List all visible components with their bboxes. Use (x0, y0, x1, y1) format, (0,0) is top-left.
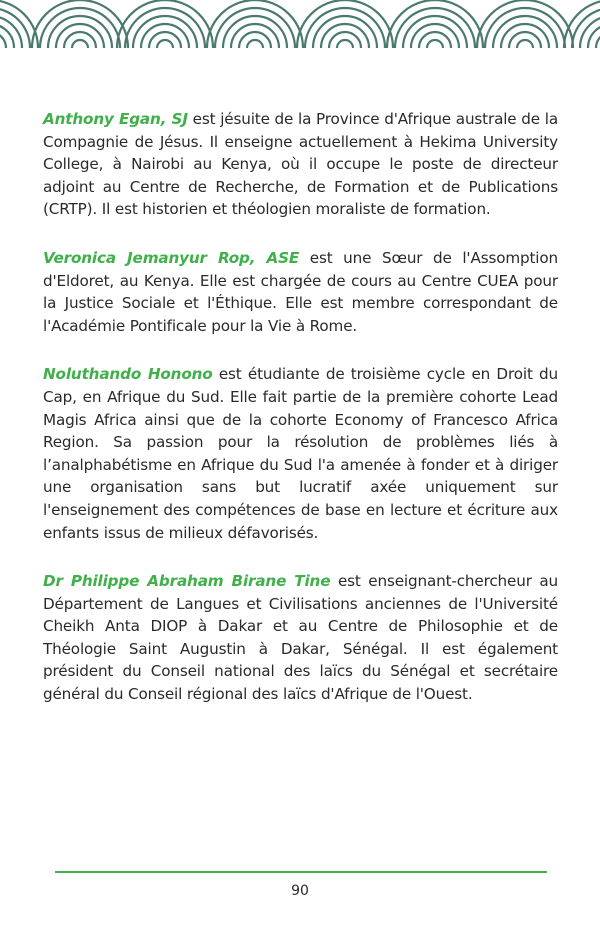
bio-name: Dr Philippe Abraham Birane Tine (43, 572, 331, 591)
bio-paragraph-egan (43, 108, 558, 221)
bio-name: Anthony Egan, SJ (43, 110, 188, 128)
arc-motif-2 (32, 0, 128, 50)
bio-name: Veronica Jemanyur Rop, ASE (43, 248, 300, 267)
arc-motif-7 (477, 0, 573, 50)
bio-text: est étudiante de troisième cycle en Droit du Cap, en Afrique du Sud. Elle fait partie de la première cohorte Lead Magis Africa ainsi que de la cohorte Economy of Francesco Africa Region. Sa passion pour la résolution de problèmes liés à l’analphabétisme en Afrique du Sud l'a amenée à fonder et à diriger une organisation sans but lucratif axée uniquement sur l'enseignement des compétences de base en lecture et écriture aux enfants issus de milieux défavorisés. (43, 365, 558, 542)
bio-list (43, 108, 558, 732)
footer-divider (55, 871, 547, 873)
arc-motif-4 (207, 0, 303, 50)
arc-motif-3 (117, 0, 213, 50)
bio-paragraph-honono (43, 363, 558, 544)
arc-motif-5 (297, 0, 393, 50)
bio-text: est enseignant-chercheur au Département de Langues et Civilisations anciennes de l'Université Cheikh Anta DIOP à Dakar et au Centre de Philosophie et de Théologie Saint Augustin à Dakar, Sénégal. Il est également président du Conseil national des laïcs du Sénégal et secrétaire général du Conseil régional des laïcs d'Afrique de l'Ouest. (43, 572, 558, 704)
bio-text: est une Sœur de l'Assomption d'Eldoret, au Kenya. Elle est chargée de cours au Centre CUEA pour la Justice Sociale et l'Éthique. Elle est membre correspondant de l'Académie Pontificale pour la Vie à Rome. (43, 248, 558, 335)
page-number: 90 (291, 883, 309, 899)
bio-text: est jésuite de la Province d'Afrique australe de la Compagnie de Jésus. Il enseigne actuellement à Hekima University College, à Nairobi au Kenya, où il occupe le poste de directeur adjoint au Centre de Recherche, de Formation et de Publications (CRTP). Il est historien et théologien moraliste de formation. (43, 110, 558, 219)
bio-paragraph-tine (43, 570, 558, 706)
arc-motif-6 (387, 0, 483, 50)
bio-paragraph-rop (43, 247, 558, 337)
bio-name: Noluthando Honono (43, 365, 213, 384)
decorative-arc-banner (0, 0, 600, 50)
arc-motif-8 (564, 0, 600, 50)
